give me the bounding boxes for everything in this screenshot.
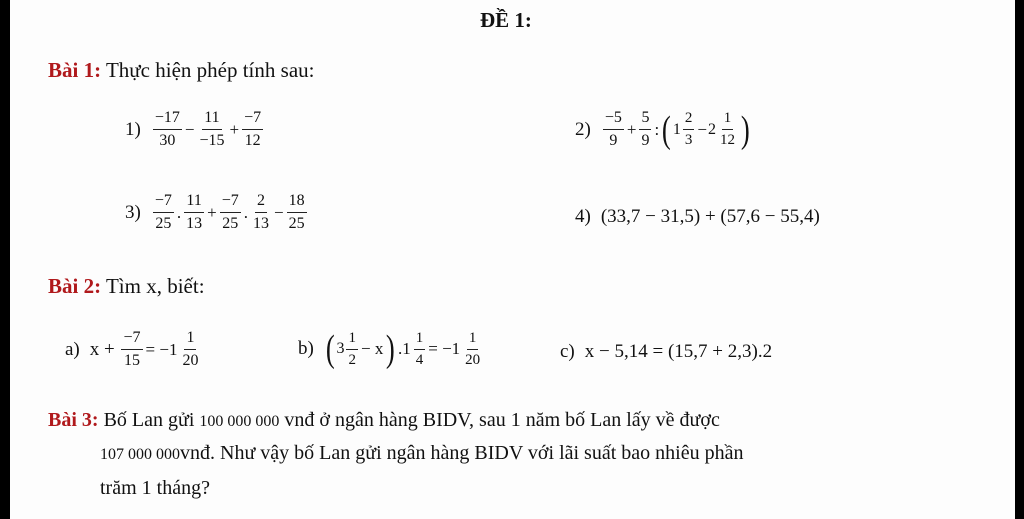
- bai1-item-2: 2) $\frac{-5}{9}$ + $\frac{5}{9}$ : ( 1 $\frac{2}{3}$ − 2 $\frac{1}{12}$ ): [575, 108, 750, 151]
- bai1-item-1: 1) $\frac{-17}{30}$ − $\frac{11}{-15}$ + $\frac{-7}{12}$: [125, 109, 262, 149]
- item-number: b): [298, 338, 314, 359]
- bai2-label: Bài 2:: [48, 274, 102, 298]
- fraction: $\frac{2}{3}$: [684, 110, 693, 148]
- item-number: 3): [125, 201, 141, 223]
- fraction: $\frac{5}{9}$: [641, 109, 650, 149]
- fraction: $\frac{-7}{25}$: [154, 192, 172, 232]
- fraction: $\frac{18}{25}$: [288, 192, 305, 232]
- fraction: $\frac{11}{13}$: [186, 192, 203, 232]
- bai3-text: trăm 1 tháng?: [100, 477, 210, 499]
- document-title: ĐỀ 1:: [480, 8, 532, 32]
- bai1-item-3: 3) $\frac{-7}{25}$ . $\frac{11}{13}$ + $\frac{-7}{25}$ . $\frac{2}{13}$ − $\frac{18}{25}$: [125, 192, 305, 232]
- fraction: $\frac{-7}{12}$: [244, 109, 262, 149]
- item-number: 4): [575, 206, 591, 227]
- bai3-label: Bài 3:: [48, 409, 99, 431]
- bai2-text: Tìm x, biết:: [105, 274, 205, 298]
- fraction: $\frac{2}{13}$: [252, 192, 269, 232]
- item-number: c): [560, 341, 575, 362]
- expression: (33,7 − 31,5) + (57,6 − 55,4): [600, 206, 820, 227]
- bai2-heading: [48, 274, 205, 299]
- bai1-item-4: [575, 206, 820, 228]
- fraction: $\frac{-5}{9}$: [604, 109, 622, 149]
- item-number: 1): [125, 118, 141, 140]
- bai2-item-c: [560, 341, 772, 363]
- expression: x − 5,14 = (15,7 + 2,3).2: [584, 341, 773, 362]
- fraction: $\frac{11}{-15}$: [199, 109, 225, 149]
- document-page: [10, 0, 1015, 519]
- bai2-item-b: b) ( 3 $\frac{1}{2}$ − x ) .1 $\frac{1}{4}$ = −1 $\frac{1}{20}$: [298, 328, 481, 370]
- fraction: $\frac{1}{2}$: [348, 329, 356, 368]
- bai3-line-2: [100, 437, 743, 471]
- fraction: $\frac{1}{4}$: [415, 329, 424, 368]
- fraction: $\frac{1}{20}$: [182, 329, 199, 369]
- fraction: $\frac{-17}{30}$: [154, 109, 180, 149]
- amount: 107 000 000: [100, 446, 180, 463]
- item-number: 2): [575, 118, 591, 140]
- bai3-line-1: [48, 404, 720, 438]
- bai3-text: vnđ ở ngân hàng BIDV, sau 1 năm bố Lan lấy về được: [284, 409, 720, 431]
- fraction: $\frac{-7}{25}$: [221, 192, 239, 232]
- bai1-label: Bài 1:: [48, 58, 102, 82]
- bai2-item-a: a) x + $\frac{-7}{15}$ = −1 $\frac{1}{20}$: [65, 329, 199, 369]
- fraction: $\frac{-7}{15}$: [123, 329, 141, 369]
- bai3-text: Bố Lan gửi: [103, 409, 195, 431]
- fraction: $\frac{1}{20}$: [465, 329, 481, 368]
- fraction: $\frac{1}{12}$: [719, 110, 735, 148]
- item-number: a): [65, 338, 80, 360]
- bai3-text: vnđ. Như vậy bố Lan gửi ngân hàng BIDV với lãi suất bao nhiêu phần: [180, 442, 744, 464]
- bai1-text: Thực hiện phép tính sau:: [105, 58, 315, 82]
- bai1-heading: [48, 58, 314, 83]
- amount: 100 000 000: [199, 413, 280, 430]
- bai3-line-3: [100, 472, 210, 504]
